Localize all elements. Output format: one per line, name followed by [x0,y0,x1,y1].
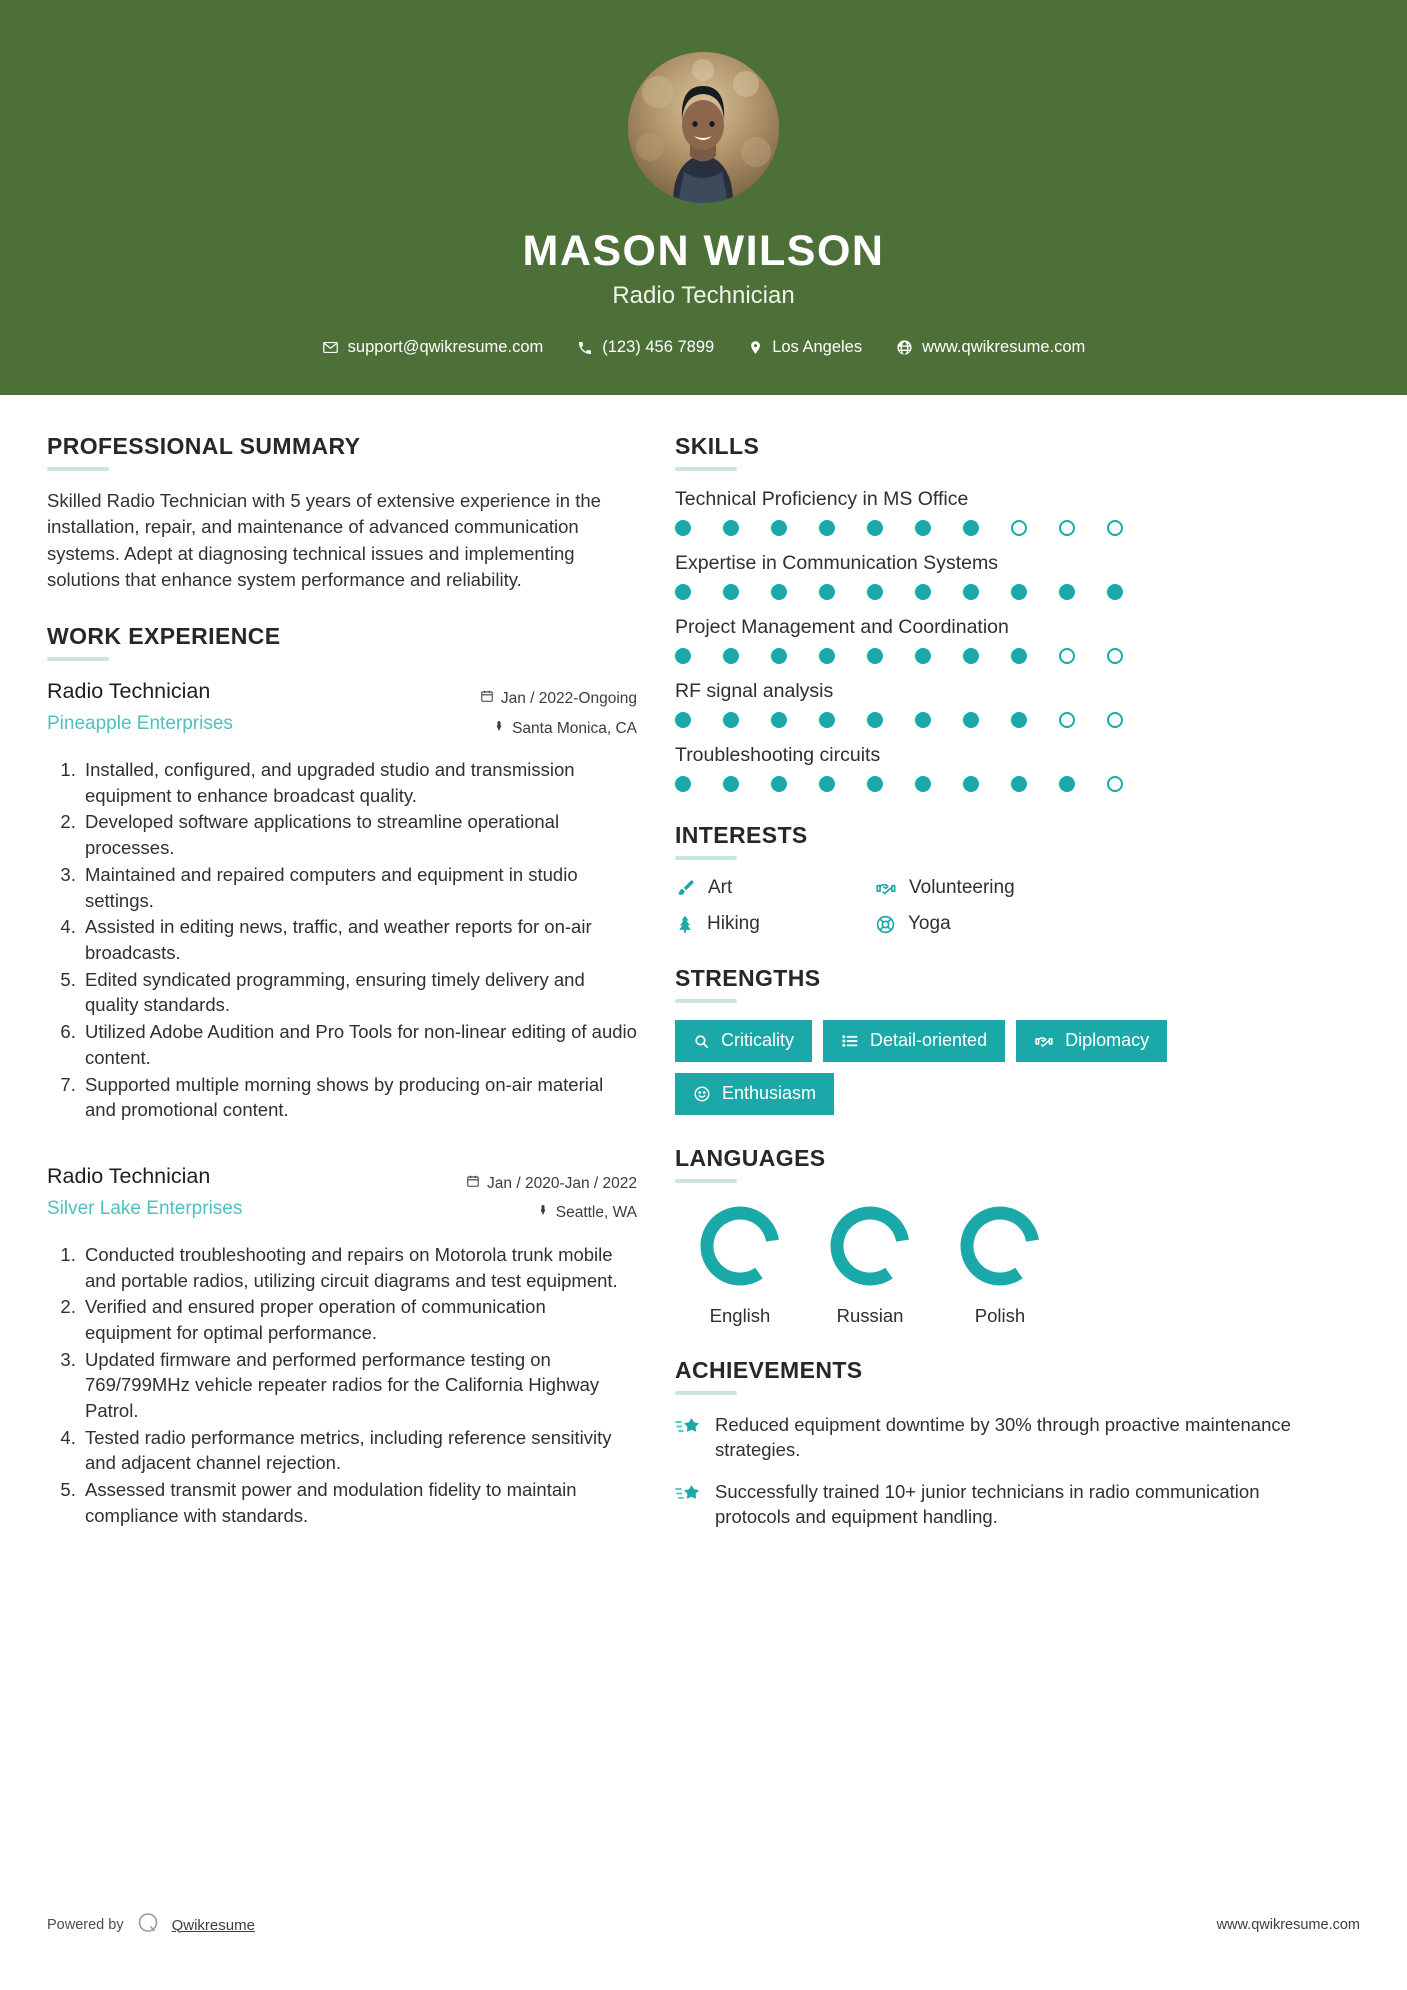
footer-branding [47,1910,255,1941]
skill-label: Expertise in Communication Systems [675,552,998,575]
achievement-text: Reduced equipment downtime by 30% through proactive maintenance strategies. [715,1413,1291,1461]
skill-dot-filled [867,584,883,600]
skill-dot-cell [771,776,819,792]
avatar [628,52,779,203]
language-item [675,1200,805,1327]
interest-item [675,877,875,899]
resume-footer [0,1900,1407,1990]
skill-label: Technical Proficiency in MS Office [675,488,969,511]
strength-label: Enthusiasm [722,1083,817,1104]
language-progress-ring [694,1200,786,1292]
language-label: Russian [836,1304,904,1326]
language-progress-ring [954,1200,1046,1292]
job-bullet: 2. Verified and ensured proper operation of communication equipment for optimal performance. [81,1294,637,1345]
skill-label: RF signal analysis [675,680,834,703]
interest-item [875,913,1315,935]
skill-dot-cell [771,648,819,664]
summary-heading: PROFESSIONAL SUMMARY [47,433,361,460]
skill-dot-cell [867,776,915,792]
skill-dot-cell [915,712,963,728]
language-item [805,1200,935,1327]
contact-website[interactable] [879,338,1102,357]
handshake-icon [875,877,897,899]
tree-icon [675,913,695,935]
skill-dot-cell [819,648,867,664]
skill-dot-filled [723,776,739,792]
skill-item [675,488,1315,536]
skill-item [675,552,1315,600]
skill-dot-filled [819,520,835,536]
achievements-heading: ACHIEVEMENTS [675,1356,863,1383]
job-role-subtitle: Radio Technician [612,282,795,310]
job-bullet: 4. Assisted in editing news, traffic, and weather reports for on-air broadcasts. [81,914,637,965]
skill-dot-filled [867,520,883,536]
job-bullet: 3. Maintained and repaired computers and equipment in studio settings. [81,862,637,913]
skill-dot-filled [771,520,787,536]
skill-rating [675,712,1315,728]
skill-dot-filled [723,712,739,728]
skill-dot-filled [819,712,835,728]
section-skills [675,433,1315,792]
profile-photo-icon [628,52,779,203]
skill-dot-filled [1059,776,1075,792]
job-date [480,684,637,713]
languages-heading: LANGUAGES [675,1144,826,1171]
skill-dot-filled [819,648,835,664]
globe-icon [896,339,913,356]
pin-icon [537,1198,549,1227]
section-rule [675,856,737,860]
job-location-label: Seattle, WA [555,1204,637,1222]
job-date-label: Jan / 2022-Ongoing [500,690,637,708]
section-achievements [675,1357,1315,1530]
skill-dot-filled [963,520,979,536]
strength-badge [675,1073,834,1115]
strength-badge [823,1020,1005,1062]
handshake-icon [1034,1031,1054,1051]
skill-dot-cell [771,520,819,536]
skill-dot-cell [1059,520,1107,536]
contact-website-label: www.qwikresume.com [922,338,1086,357]
skill-dot-filled [675,712,691,728]
skill-rating [675,520,1315,536]
skill-dot-filled [771,648,787,664]
skill-rating [675,648,1315,664]
skill-dot-empty [1059,520,1075,536]
job-bullet: 5. Assessed transmit power and modulation fidelity to maintain compliance with standards. [81,1477,637,1528]
shooting-star-icon [675,1479,701,1510]
skill-dot-filled [1011,648,1027,664]
skill-dot-cell [771,712,819,728]
skill-dot-empty [1107,520,1123,536]
section-rule [675,1391,737,1395]
skill-dot-cell [819,520,867,536]
calendar-icon [480,684,494,713]
skill-dot-cell [867,712,915,728]
languages-list [675,1200,1315,1327]
magnifier-icon [693,1033,710,1050]
footer-website[interactable]: www.qwikresume.com [1216,1917,1360,1933]
skill-dot-empty [1107,776,1123,792]
section-languages [675,1145,1315,1327]
phone-icon [577,340,593,356]
interest-label: Yoga [908,913,951,935]
skill-dot-filled [915,648,931,664]
skill-dot-cell [1059,712,1107,728]
achievement-item [675,1412,1315,1463]
job-bullet: 1. Conducted troubleshooting and repairs on Motorola trunk mobile and portable radios, utilizing circuit diagrams and test equipment. [81,1242,637,1293]
job-bullet: 4. Tested radio performance metrics, including reference sensitivity and adjacent channel rejection. [81,1425,637,1476]
skill-dot-empty [1107,712,1123,728]
skill-dot-cell [1059,584,1107,600]
job-meta [466,1163,637,1228]
skill-dot-filled [1011,584,1027,600]
interests-heading: INTERESTS [675,822,808,849]
job-bullets [47,757,637,1123]
job-bullet: 3. Updated firmware and performed performance testing on 769/799MHz vehicle repeater radios for the California Highway Patrol. [81,1347,637,1424]
skill-item [675,744,1315,792]
skill-dot-cell [915,520,963,536]
shooting-star-icon [675,1412,701,1443]
paintbrush-icon [675,878,696,899]
skill-dot-filled [723,648,739,664]
skill-dot-cell [1059,776,1107,792]
skill-dot-cell [963,648,1011,664]
skill-dot-filled [1011,712,1027,728]
skill-dot-filled [915,776,931,792]
strengths-list [675,1020,1315,1115]
skill-dot-cell [1107,712,1155,728]
skill-dot-cell [819,584,867,600]
strength-label: Criticality [721,1030,795,1051]
interest-label: Art [708,877,733,899]
right-column [675,433,1315,1546]
lifebuoy-icon [875,914,896,935]
job-date-label: Jan / 2020-Jan / 2022 [487,1174,637,1192]
skill-dot-cell [963,712,1011,728]
skill-dot-filled [915,520,931,536]
job-meta [480,678,637,743]
experience-entry [47,678,637,1123]
interests-grid [675,877,1315,935]
summary-text: Skilled Radio Technician with 5 years of extensive experience in the installation, repair, and maintenance of advanced communication systems. Adept at diagnosing technical issues and implementing solutions that enhance system performance and reliability. [47,490,601,590]
skill-dot-empty [1059,648,1075,664]
job-title: Radio Technician [47,1163,211,1188]
section-strengths [675,965,1315,1115]
skill-dot-cell [723,712,771,728]
job-bullet: 1. Installed, configured, and upgraded studio and transmission equipment to enhance broadcast quality. [81,757,637,808]
contact-phone[interactable] [560,338,731,357]
skill-dot-cell [675,776,723,792]
contact-email-label: support@qwikresume.com [347,338,544,357]
experience-entry [47,1163,637,1529]
skill-dot-filled [867,648,883,664]
skill-dot-filled [867,712,883,728]
skill-dot-cell [723,584,771,600]
skill-dot-filled [819,776,835,792]
section-professional-summary [47,433,637,593]
skill-dot-empty [1059,712,1075,728]
job-location [480,714,637,743]
skill-dot-filled [675,648,691,664]
skill-dot-filled [1059,584,1075,600]
skill-dot-filled [963,648,979,664]
skill-dot-filled [915,584,931,600]
skill-dot-filled [963,776,979,792]
job-company[interactable]: Pineapple Enterprises [47,713,233,735]
skill-dot-cell [771,584,819,600]
skill-dot-cell [819,776,867,792]
contact-phone-label: (123) 456 7899 [602,338,715,357]
skill-dot-cell [963,520,1011,536]
qwikresume-link[interactable]: Qwikresume [171,1916,255,1934]
skill-label: Troubleshooting circuits [675,744,881,767]
skill-dot-filled [963,712,979,728]
skill-dot-filled [675,584,691,600]
job-bullet: 7. Supported multiple morning shows by producing on-air material and promotional content. [81,1072,637,1123]
skill-item [675,616,1315,664]
skill-dot-filled [771,712,787,728]
skill-dot-cell [915,648,963,664]
powered-by-label: Powered by [47,1917,124,1933]
section-rule [47,467,109,471]
skill-dot-cell [1011,584,1059,600]
map-pin-icon [748,339,763,356]
skill-label: Project Management and Coordination [675,616,1009,639]
skill-dot-cell [723,648,771,664]
envelope-icon [322,339,339,356]
contact-row [0,338,1407,357]
skill-dot-filled [915,712,931,728]
section-rule [675,467,737,471]
job-bullet: 2. Developed software applications to streamline operational processes. [81,809,637,860]
strength-badge [1016,1020,1167,1062]
skill-dot-cell [1011,712,1059,728]
strength-label: Diplomacy [1065,1030,1150,1051]
left-column [47,433,637,1529]
language-label: English [709,1304,771,1326]
skill-dot-filled [771,776,787,792]
experience-entry-header [47,678,637,743]
skill-dot-cell [867,584,915,600]
skill-dot-cell [1107,776,1155,792]
skill-dot-cell [963,584,1011,600]
skill-dot-cell [723,776,771,792]
skill-dot-cell [675,648,723,664]
skills-list [675,488,1315,792]
achievement-text: Successfully trained 10+ junior technicians in radio communication protocols and equipment handling. [715,1480,1260,1528]
section-rule [47,657,109,661]
skill-dot-filled [771,584,787,600]
job-date [466,1169,637,1198]
skill-dot-cell [915,584,963,600]
skill-dot-cell [723,520,771,536]
experience-heading: WORK EXPERIENCE [47,623,281,650]
skill-dot-filled [1107,584,1123,600]
calendar-icon [466,1169,480,1198]
skill-dot-filled [867,776,883,792]
job-bullets [47,1242,637,1529]
skill-dot-empty [1011,520,1027,536]
language-item [935,1200,1065,1327]
skill-dot-filled [723,584,739,600]
skill-rating [675,584,1315,600]
job-company[interactable]: Silver Lake Enterprises [47,1197,243,1219]
skill-dot-cell [1107,648,1155,664]
contact-email[interactable] [305,338,561,357]
skill-dot-cell [963,776,1011,792]
section-rule [675,999,737,1003]
job-location [466,1198,637,1227]
skill-dot-filled [723,520,739,536]
skill-dot-cell [1059,648,1107,664]
skill-rating [675,776,1315,792]
skill-dot-cell [675,520,723,536]
job-bullet: 5. Edited syndicated programming, ensuring timely delivery and quality standards. [81,967,637,1018]
interest-label: Volunteering [909,877,1015,899]
skill-dot-cell [915,776,963,792]
pin-icon [493,714,505,743]
skills-heading: SKILLS [675,433,760,460]
resume-header [0,0,1407,395]
skill-item [675,680,1315,728]
resume-body [0,395,1407,1546]
skill-dot-filled [675,520,691,536]
strengths-heading: STRENGTHS [675,965,821,992]
skill-dot-empty [1107,648,1123,664]
page-title: MASON WILSON [522,227,885,275]
section-interests [675,822,1315,935]
skill-dot-cell [675,712,723,728]
language-label: Polish [974,1304,1026,1326]
skill-dot-cell [675,584,723,600]
strength-badge [675,1020,812,1062]
skill-dot-filled [819,584,835,600]
job-location-label: Santa Monica, CA [512,719,637,737]
interest-item [875,877,1315,899]
skill-dot-cell [1107,584,1155,600]
skill-dot-cell [819,712,867,728]
skill-dot-cell [1107,520,1155,536]
skill-dot-filled [1011,776,1027,792]
language-progress-ring [824,1200,916,1292]
qwikresume-logo-icon [135,1910,161,1941]
section-rule [675,1179,737,1183]
interest-label: Hiking [707,913,760,935]
contact-location[interactable] [731,338,879,357]
skill-dot-cell [867,520,915,536]
section-work-experience [47,623,637,1528]
interest-item [675,913,875,935]
strength-label: Detail-oriented [870,1030,988,1051]
contact-location-label: Los Angeles [772,338,863,357]
achievement-item [675,1479,1315,1530]
skill-dot-cell [1011,648,1059,664]
smiley-icon [693,1085,711,1103]
skill-dot-cell [867,648,915,664]
skill-dot-cell [1011,776,1059,792]
experience-entry-header [47,1163,637,1228]
list-icon [841,1032,859,1050]
job-bullet: 6. Utilized Adobe Audition and Pro Tools for non-linear editing of audio content. [81,1019,637,1070]
skill-dot-filled [675,776,691,792]
job-title: Radio Technician [47,679,211,704]
skill-dot-filled [963,584,979,600]
skill-dot-cell [1011,520,1059,536]
